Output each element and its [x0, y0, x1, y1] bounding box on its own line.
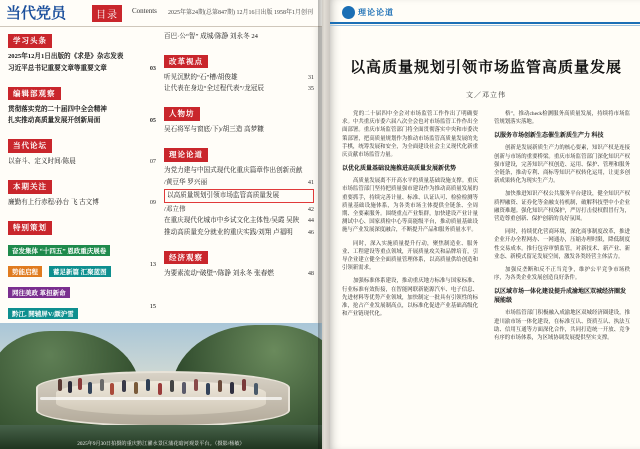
article-title: 以高质量规划引领市场监管高质量发展 — [349, 60, 622, 76]
entry-text: 听见沉默的“石”槽/胡俊雄 — [164, 73, 238, 81]
paragraph: 党的二十届四中全会对市场监管工作作出了明确要求。中共重庆市委六届八次全会也对市场监管工作作出全面部署。重庆市场监管部门将全面贯彻落实中央和市委决策部署，把高质量规划作为推动市场监管高质量发展的先手棋，统筹发展和安全，为全面建设社会主义现代化新重庆贡献市场监管力量。 — [342, 111, 478, 159]
section-theory — [164, 144, 314, 238]
section-editorial-observation — [8, 83, 156, 127]
subheading: 以区域市场一体化建设提升成渝地区双城经济圈发展能级 — [494, 289, 627, 305]
paragraph: 同时，持续优化营商环境，深化商事制度改革，推进企业开办全程网办、一网通办，压缩办理时限，降低制度性交易成本。推行包容审慎监管，对新技术、新产业、新业态、新模式留足发展空间，激发各类经营主体活力。 — [494, 229, 630, 260]
contents-column-right — [164, 30, 314, 288]
entry-text: 廉勤有上行赤程/孙台 飞 古文博 — [8, 199, 99, 206]
paragraph: 创新是发展新质生产力的核心要素，知识产权是连接创新与市场的重要桥梁。重庆市场监管部门深化知识产权强市建设，完善知识产权创造、运用、保护、管理和服务全链条，推动专利、商标等知识产权转化运用，让更多创新成果转化为现实生产力。 — [494, 145, 630, 185]
list-item[interactable] — [8, 105, 156, 115]
section-title: 经济观察 — [164, 251, 208, 265]
entry-page: 31 — [307, 73, 314, 81]
entry-text: 吴石将军与窗底/下)/胡三造 高梦糠 — [164, 126, 264, 133]
section-title: 本期关注 — [8, 180, 52, 194]
section-focus — [8, 176, 156, 208]
list-item[interactable] — [8, 240, 156, 258]
list-item[interactable] — [164, 228, 314, 238]
entry-page: 13 — [149, 260, 156, 268]
article-byline: 文／邓立伟 — [466, 91, 506, 99]
column-badge — [342, 6, 394, 19]
list-item[interactable] — [164, 32, 314, 42]
entry-page: 03 — [149, 64, 156, 72]
entry-page: 48 — [307, 269, 314, 277]
entry-text: 推动高质量充分就业的重庆实践/刘翔 卢福明 — [164, 228, 293, 236]
section-title: 人物坊 — [164, 107, 200, 121]
issue-line: 2025年第24期(总第847期) 12月16日出版 1958年1月创刊 — [168, 10, 313, 16]
paragraph: 同时，深入实施质量提升行动，聚焦制造业、服务业、工程建设等重点领域，开展质量攻关和品牌培育，引导企业建立健全全面质量管理体系，以高质量供给创造和引领新需求。 — [342, 240, 478, 272]
list-item[interactable] — [8, 282, 156, 300]
entry-text: 以高质量规划引领市场监管高质量发展 — [164, 189, 314, 203]
entry-text: /邓立伟 — [164, 205, 186, 213]
circle-icon — [342, 6, 355, 19]
contents-badge: 目录 — [92, 5, 122, 22]
entry-page: 05 — [149, 117, 156, 124]
magazine-logo: 当代党员 — [6, 6, 67, 22]
header-rule-secondary — [330, 25, 640, 26]
entry-page: 09 — [149, 199, 156, 206]
section-people — [164, 103, 314, 135]
entry-text: 扎实推动高质量发展开创新局面 — [8, 117, 101, 124]
section-title: 特别策划 — [8, 221, 52, 235]
list-item[interactable] — [8, 261, 156, 279]
section-contemporary-forum — [8, 135, 156, 167]
entry-text: 习近平总书记重要文章等重要文章 — [8, 64, 107, 72]
section-reform-viewpoint — [164, 51, 314, 95]
entry-page: 46 — [307, 228, 314, 236]
section-title: 当代论坛 — [8, 139, 52, 153]
paragraph: 高质量发展离不开高水平的质量基础设施支撑。重庆市场监管部门坚持把质量强市建设作为推动高质量发展的重要抓手，持续完善计量、标准、认证认可、检验检测等质量基础设施体系，为各类市场主体提供全链条、全周期、全要素服务。围绕重点产业集群，加快建设产业计量测试中心、国家质检中心等高能级平台，推动质量基础设施与产业发展深度融合，不断提升产品和服务质量水平。 — [342, 178, 478, 234]
contents-column-left — [8, 30, 156, 330]
paragraph: 市场监管部门积极融入成渝地区双城经济圈建设，推进川渝市场一体化建设，在标准互认、资质互认、执法互助、信用互通等方面深化合作，共同打造统一开放、竞争有序的市场体系，为区域协调发展提供坚实支撑。 — [494, 310, 630, 342]
paragraph: 加强标准体系建设，推动重庆地方标准与国家标准、行业标准有效衔接，在智能网联新能源汽车、电子信息、先进材料等优势产业领域，加快制定一批具有引领性的标准，抢占产业发展制高点，以标准化促进产业基础高级化和产业链现代化。 — [342, 278, 478, 318]
paragraph: 加强反垄断和反不正当竞争，维护公平竞争市场秩序，为各类企业发展创造良好条件。 — [494, 267, 630, 282]
list-item[interactable] — [164, 205, 314, 215]
entry-page: 07 — [149, 158, 156, 165]
entry-page: 15 — [149, 302, 156, 310]
list-item[interactable] — [164, 216, 314, 226]
cover-photo — [0, 323, 322, 449]
masthead — [0, 0, 322, 27]
list-item[interactable] — [8, 198, 156, 208]
list-item[interactable] — [164, 178, 314, 188]
entry-text: /黄豆华 罗兴丽 — [164, 178, 208, 186]
list-item[interactable] — [8, 52, 156, 62]
entry-text: 让代表在身边“全过程代表”/龙冠辰 — [164, 85, 264, 92]
photo-crowd — [52, 373, 270, 399]
article-body — [342, 110, 630, 440]
entry-page: 44 — [307, 217, 314, 224]
tag-badge: 黔江, 開辅屏V/颜沪雪 — [8, 308, 78, 319]
article-page — [330, 0, 640, 449]
entry-page: 41 — [307, 178, 314, 186]
list-item[interactable] — [164, 84, 314, 94]
section-title: 改革视点 — [164, 55, 208, 69]
entry-text: 贯彻落实党的二十届四中全会精神 — [8, 105, 107, 113]
tag-badge: 势能启程 — [8, 266, 42, 277]
contents-label-en: Contents — [132, 7, 157, 15]
tag-badge: 蓄足新篇 汇聚蓝图 — [49, 266, 111, 277]
column-label: 理论论道 — [358, 8, 394, 17]
entry-text: 为要素流动“破壁”/陈静 刘永冬 张春燃 — [164, 269, 274, 277]
list-item[interactable] — [8, 116, 156, 126]
header-rule — [330, 22, 640, 24]
list-item[interactable] — [164, 125, 314, 135]
entry-text: 2025年12月1日出版的《求是》杂志发表 — [8, 53, 124, 60]
section-continued — [164, 32, 314, 42]
list-item[interactable] — [164, 166, 314, 176]
subheading: 以服务市场创新生态催生新质生产力 科技 — [494, 133, 604, 140]
tag-badge: 网往美政 革担新命 — [8, 287, 70, 298]
paragraph: 格”，推动check检测服务高质量发展，持续将市场监管规划落实落地。 — [494, 111, 630, 126]
tag-badge: 奋发集体 “十四五” 恩政重庆展卷 — [8, 245, 110, 256]
list-item[interactable] — [8, 64, 156, 74]
list-item[interactable] — [164, 269, 314, 279]
section-title: 理论论道 — [164, 148, 208, 162]
photo-caption: 2025年9月30日拍摄的重庆黔江濯水景区蒲花暗河观景平台。（摄影/杨敏） — [77, 441, 245, 447]
section-special-plan — [8, 217, 156, 321]
section-title: 学习头条 — [8, 34, 52, 48]
section-economy — [164, 247, 314, 279]
section-title: 编辑部观察 — [8, 87, 61, 101]
article-column-1 — [342, 110, 478, 440]
list-item[interactable] — [8, 303, 156, 321]
section-study-headline — [8, 30, 156, 74]
list-item-highlighted[interactable] — [164, 189, 314, 203]
article-header — [330, 0, 640, 30]
paragraph: 加快推进知识产权公共服务平台建设，健全知识产权质押融资、证券化等金融支持机制，破解科技型中小企业融资难题。强化知识产权保护，严厉打击侵权假冒行为，营造尊重创新、保护创新的良好氛围。 — [494, 191, 630, 223]
list-item[interactable] — [164, 73, 314, 83]
list-item[interactable] — [8, 157, 156, 167]
entry-text: 百巴·公“智” 成城/陈静 刘永冬 24 — [164, 32, 258, 40]
article-column-2 — [494, 110, 630, 440]
subheading: 以优化质量基础设施推进高质量发展新优势 — [342, 166, 457, 173]
entry-page: 35 — [307, 85, 314, 92]
photo-railing — [40, 397, 282, 400]
entry-page: 42 — [307, 205, 314, 213]
entry-text: 为党力建与中国式现代化重庆篇章作出创新贡献 — [164, 167, 303, 174]
entry-text: 以奋斗、定义时间/陈晨 — [8, 158, 76, 165]
entry-text: 在重庆现代化城市中乡试文化主体性/吴霞 吴陕 — [164, 217, 300, 224]
